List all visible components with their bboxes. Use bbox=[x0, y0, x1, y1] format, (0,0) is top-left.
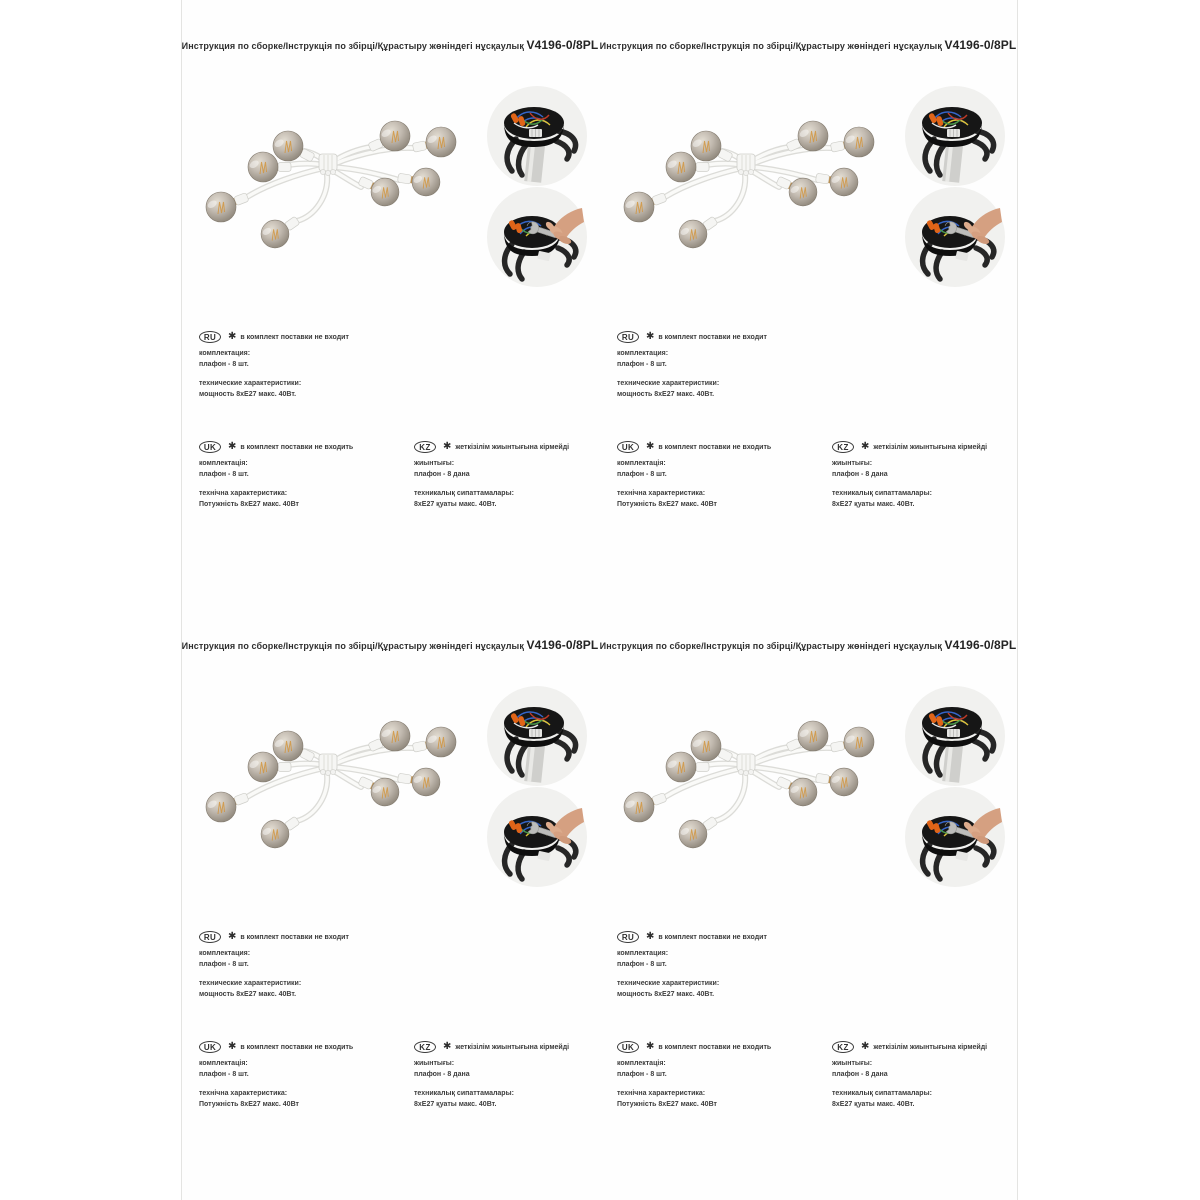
asterisk-icon: ✱ bbox=[228, 331, 237, 342]
ru-badge: RU bbox=[199, 331, 221, 343]
instruction-sheet bbox=[599, 600, 1017, 1200]
lamp-canopy bbox=[319, 754, 337, 776]
kz-badge: KZ bbox=[414, 441, 436, 453]
section-uk bbox=[617, 1041, 822, 1110]
ceiling-lamp-svg bbox=[611, 684, 903, 902]
ru-note: в комплект поставки не входит bbox=[240, 333, 349, 341]
uk-kit-label: комплектація: bbox=[617, 460, 666, 467]
kz-note: жеткізілім жиынтығына кірмейді bbox=[455, 1043, 570, 1051]
wiring-photo bbox=[486, 85, 588, 187]
uk-header bbox=[617, 441, 822, 453]
ru-header bbox=[617, 331, 822, 343]
uk-kit-value: плафон - 8 шт. bbox=[199, 470, 249, 478]
asterisk-icon: ✱ bbox=[443, 441, 452, 452]
ru-kit-label: комплектация: bbox=[199, 950, 251, 957]
kz-badge: KZ bbox=[414, 1041, 436, 1053]
ru-badge: RU bbox=[617, 331, 639, 343]
uk-badge: UK bbox=[199, 1041, 221, 1053]
model-number: V4196-0/8PL bbox=[944, 638, 1017, 652]
kz-spec-label: техникалық сипаттамалары: bbox=[832, 1090, 932, 1097]
lamp-canopy bbox=[737, 154, 755, 176]
uk-header bbox=[617, 1041, 822, 1053]
model-number: V4196-0/8PL bbox=[944, 38, 1017, 52]
section-ru bbox=[617, 931, 822, 1000]
ceiling-lamp-svg bbox=[193, 684, 485, 902]
kz-spec-label: техникалық сипаттамалары: bbox=[832, 490, 932, 497]
uk-note: в комплект поставки не входить bbox=[658, 1043, 772, 1051]
ceiling-lamp-image bbox=[193, 684, 485, 902]
asterisk-icon: ✱ bbox=[646, 441, 655, 452]
kz-header bbox=[414, 441, 619, 453]
ru-note: в комплект поставки не входит bbox=[240, 933, 349, 941]
uk-header bbox=[199, 441, 404, 453]
uk-kit-label: комплектація: bbox=[199, 1060, 248, 1067]
ru-header bbox=[617, 931, 822, 943]
uk-spec-value: Потужність 8хЕ27 макс. 40Вт bbox=[199, 500, 299, 508]
kz-kit-value: плафон - 8 дана bbox=[832, 1070, 888, 1078]
assembly-photo-svg bbox=[904, 786, 1006, 888]
assembly-photo bbox=[486, 186, 588, 288]
uk-note: в комплект поставки не входить bbox=[658, 443, 772, 451]
assembly-photo-svg bbox=[486, 786, 588, 888]
section-kz bbox=[832, 441, 1037, 510]
ru-kit-value: плафон - 8 шт. bbox=[617, 960, 667, 968]
uk-spec-value: Потужність 8хЕ27 макс. 40Вт bbox=[199, 1100, 299, 1108]
ru-spec-label: технические характеристики: bbox=[199, 980, 302, 987]
ru-spec-value: мощность 8хЕ27 макс. 40Вт. bbox=[199, 390, 297, 398]
uk-kit-label: комплектація: bbox=[617, 1060, 666, 1067]
uk-kit-value: плафон - 8 шт. bbox=[617, 1070, 667, 1078]
kz-kit-value: плафон - 8 дана bbox=[832, 470, 888, 478]
section-ru bbox=[617, 331, 822, 400]
uk-badge: UK bbox=[617, 1041, 639, 1053]
section-ru bbox=[199, 931, 404, 1000]
uk-kit-value: плафон - 8 шт. bbox=[617, 470, 667, 478]
section-kz bbox=[832, 1041, 1037, 1110]
kz-kit-label: жиынтығы: bbox=[414, 460, 455, 467]
sheet-title bbox=[599, 38, 1017, 52]
ru-badge: RU bbox=[617, 931, 639, 943]
section-kz bbox=[414, 1041, 619, 1110]
ceiling-lamp-image bbox=[611, 684, 903, 902]
ceiling-lamp-image bbox=[193, 84, 485, 302]
uk-header bbox=[199, 1041, 404, 1053]
kz-kit-label: жиынтығы: bbox=[832, 460, 873, 467]
kz-spec-value: 8хЕ27 қуаты макс. 40Вт. bbox=[414, 1100, 497, 1108]
uk-spec-value: Потужність 8хЕ27 макс. 40Вт bbox=[617, 1100, 717, 1108]
lamp-canopy bbox=[319, 154, 337, 176]
ru-kit-value: плафон - 8 шт. bbox=[617, 360, 667, 368]
section-uk bbox=[617, 441, 822, 510]
lamp-canopy bbox=[737, 754, 755, 776]
uk-kit-value: плафон - 8 шт. bbox=[199, 1070, 249, 1078]
asterisk-icon: ✱ bbox=[861, 441, 870, 452]
wiring-photo bbox=[486, 685, 588, 787]
uk-spec-value: Потужність 8хЕ27 макс. 40Вт bbox=[617, 500, 717, 508]
kz-spec-label: техникалық сипаттамалары: bbox=[414, 490, 514, 497]
kz-note: жеткізілім жиынтығына кірмейді bbox=[873, 443, 988, 451]
uk-spec-label: технічна характеристика: bbox=[199, 490, 288, 497]
ru-kit-label: комплектация: bbox=[617, 350, 669, 357]
ru-note: в комплект поставки не входит bbox=[658, 333, 767, 341]
kz-kit-label: жиынтығы: bbox=[414, 1060, 455, 1067]
ru-spec-value: мощность 8хЕ27 макс. 40Вт. bbox=[617, 990, 715, 998]
kz-note: жеткізілім жиынтығына кірмейді bbox=[873, 1043, 988, 1051]
ru-kit-label: комплектация: bbox=[617, 950, 669, 957]
kz-spec-value: 8хЕ27 қуаты макс. 40Вт. bbox=[414, 500, 497, 508]
sheet-title bbox=[599, 638, 1017, 652]
assembly-photo bbox=[904, 786, 1006, 888]
kz-kit-label: жиынтығы: bbox=[832, 1060, 873, 1067]
section-uk bbox=[199, 1041, 404, 1110]
title-text: Инструкция по сборке/Інструкція по збірці/Құрастыру жөніндегі нұсқаулық bbox=[599, 41, 942, 51]
uk-badge: UK bbox=[199, 441, 221, 453]
ru-kit-value: плафон - 8 шт. bbox=[199, 960, 249, 968]
title-text: Инструкция по сборке/Інструкція по збірці/Құрастыру жөніндегі нұсқаулық bbox=[181, 641, 524, 651]
instruction-sheet bbox=[181, 0, 599, 600]
uk-note: в комплект поставки не входить bbox=[240, 443, 354, 451]
wiring-photo bbox=[904, 685, 1006, 787]
ru-kit-label: комплектация: bbox=[199, 350, 251, 357]
ru-spec-label: технические характеристики: bbox=[199, 380, 302, 387]
ru-spec-value: мощность 8хЕ27 макс. 40Вт. bbox=[199, 990, 297, 998]
ceiling-lamp-svg bbox=[193, 84, 485, 302]
instruction-sheet bbox=[599, 0, 1017, 600]
wiring-photo bbox=[904, 85, 1006, 187]
kz-spec-label: техникалық сипаттамалары: bbox=[414, 1090, 514, 1097]
uk-note: в комплект поставки не входить bbox=[240, 1043, 354, 1051]
section-kz bbox=[414, 441, 619, 510]
section-uk bbox=[199, 441, 404, 510]
ceiling-lamp-image bbox=[611, 84, 903, 302]
uk-badge: UK bbox=[617, 441, 639, 453]
ru-spec-value: мощность 8хЕ27 макс. 40Вт. bbox=[617, 390, 715, 398]
asterisk-icon: ✱ bbox=[443, 1041, 452, 1052]
ru-header bbox=[199, 331, 404, 343]
assembly-photo bbox=[486, 786, 588, 888]
uk-kit-label: комплектація: bbox=[199, 460, 248, 467]
ru-header bbox=[199, 931, 404, 943]
model-number: V4196-0/8PL bbox=[526, 38, 599, 52]
instruction-sheet bbox=[181, 600, 599, 1200]
kz-spec-value: 8хЕ27 қуаты макс. 40Вт. bbox=[832, 1100, 915, 1108]
asterisk-icon: ✱ bbox=[228, 931, 237, 942]
assembly-photo bbox=[904, 186, 1006, 288]
uk-spec-label: технічна характеристика: bbox=[617, 490, 706, 497]
model-number: V4196-0/8PL bbox=[526, 638, 599, 652]
ru-spec-label: технические характеристики: bbox=[617, 980, 720, 987]
asterisk-icon: ✱ bbox=[646, 931, 655, 942]
asterisk-icon: ✱ bbox=[228, 441, 237, 452]
kz-spec-value: 8хЕ27 қуаты макс. 40Вт. bbox=[832, 500, 915, 508]
asterisk-icon: ✱ bbox=[228, 1041, 237, 1052]
asterisk-icon: ✱ bbox=[646, 1041, 655, 1052]
kz-kit-value: плафон - 8 дана bbox=[414, 470, 470, 478]
kz-header bbox=[832, 1041, 1037, 1053]
uk-spec-label: технічна характеристика: bbox=[617, 1090, 706, 1097]
ru-badge: RU bbox=[199, 931, 221, 943]
title-text: Инструкция по сборке/Інструкція по збірці/Құрастыру жөніндегі нұсқаулық bbox=[181, 41, 524, 51]
asterisk-icon: ✱ bbox=[646, 331, 655, 342]
sheet-title bbox=[181, 638, 599, 652]
assembly-photo-svg bbox=[486, 186, 588, 288]
ceiling-lamp-svg bbox=[611, 84, 903, 302]
wiring-photo-svg bbox=[904, 685, 1006, 787]
wiring-photo-svg bbox=[904, 85, 1006, 187]
page-edge-right bbox=[1017, 0, 1018, 1200]
ru-kit-value: плафон - 8 шт. bbox=[199, 360, 249, 368]
assembly-photo-svg bbox=[904, 186, 1006, 288]
kz-kit-value: плафон - 8 дана bbox=[414, 1070, 470, 1078]
wiring-photo-svg bbox=[486, 85, 588, 187]
asterisk-icon: ✱ bbox=[861, 1041, 870, 1052]
ru-note: в комплект поставки не входит bbox=[658, 933, 767, 941]
sheet-title bbox=[181, 38, 599, 52]
wiring-photo-svg bbox=[486, 685, 588, 787]
kz-header bbox=[832, 441, 1037, 453]
kz-badge: KZ bbox=[832, 1041, 854, 1053]
kz-badge: KZ bbox=[832, 441, 854, 453]
kz-header bbox=[414, 1041, 619, 1053]
kz-note: жеткізілім жиынтығына кірмейді bbox=[455, 443, 570, 451]
title-text: Инструкция по сборке/Інструкція по збірці/Құрастыру жөніндегі нұсқаулық bbox=[599, 641, 942, 651]
ru-spec-label: технические характеристики: bbox=[617, 380, 720, 387]
section-ru bbox=[199, 331, 404, 400]
uk-spec-label: технічна характеристика: bbox=[199, 1090, 288, 1097]
